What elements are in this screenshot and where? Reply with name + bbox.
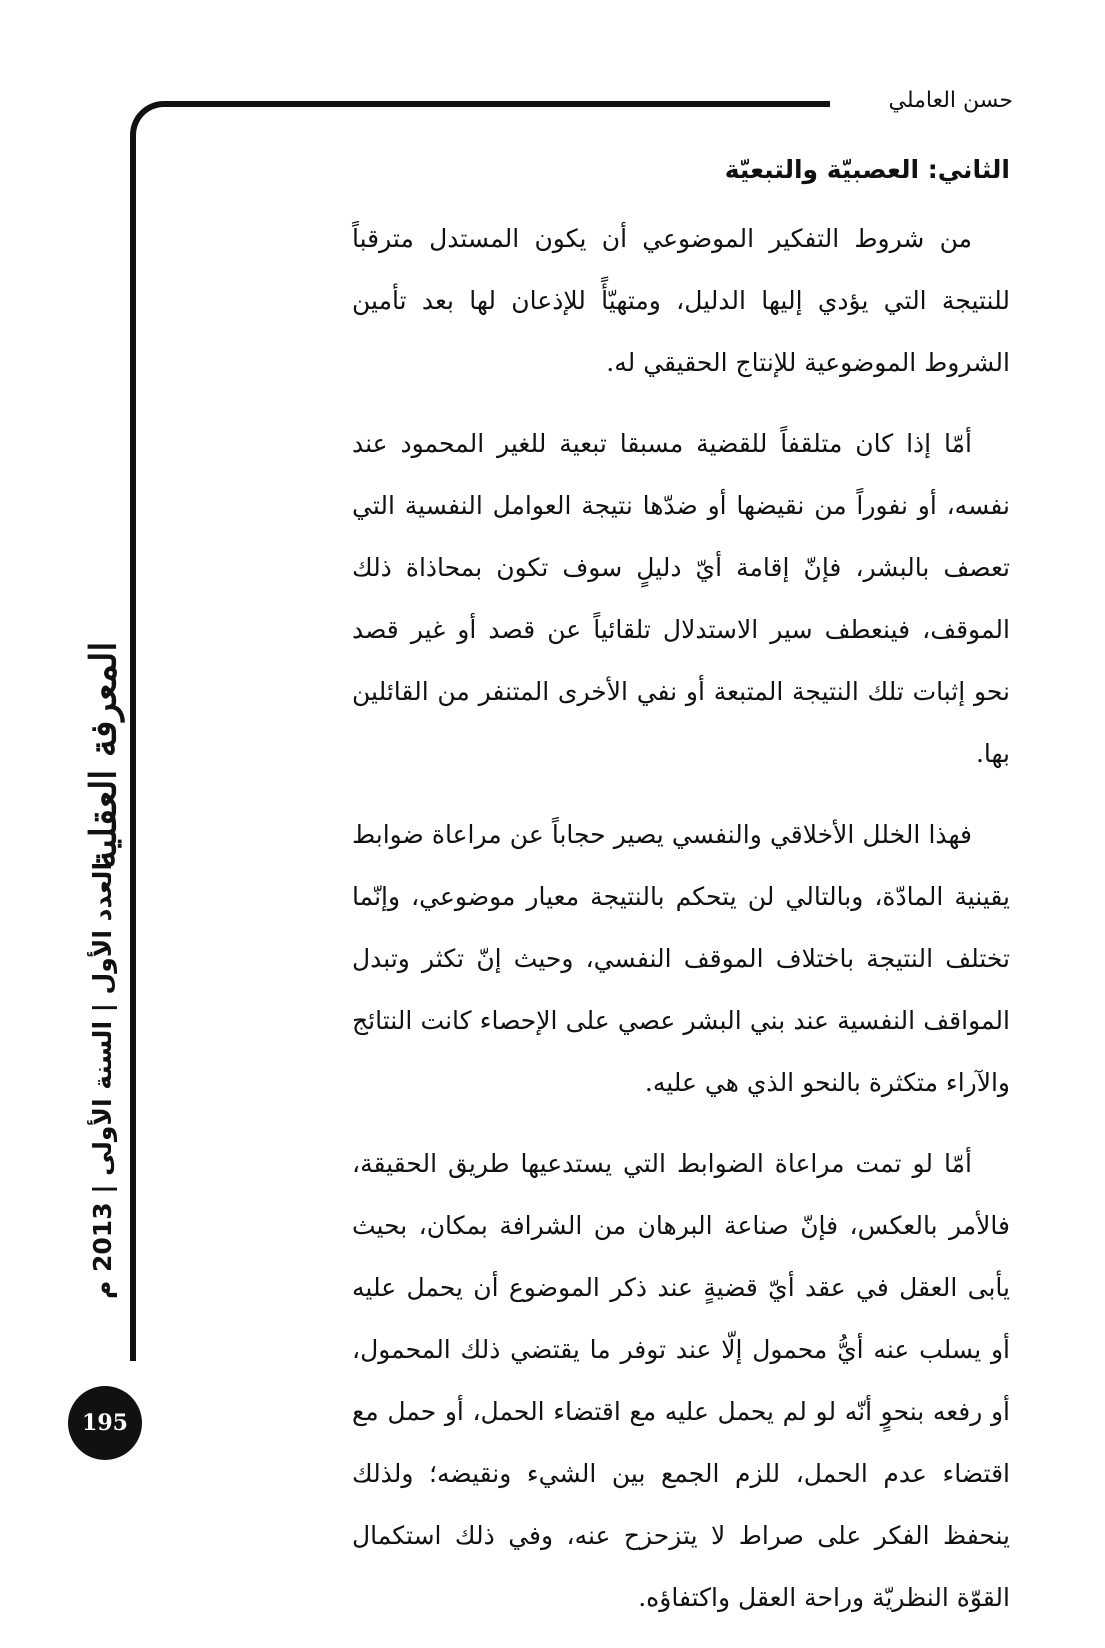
paragraph-2: أمّا إذا كان متلقفاً للقضية مسبقا تبعية للغير المحمود عند نفسه، أو نفوراً من نقيضها أو ضدّها نتيجة العوامل النفسية التي تعصف بالبشر، فإنّ إقامة أيّ دليلٍ سوف تكون بمحاذاة ذلك الموقف، فينعطف سير الاستدلال تلقائياً عن قصد أو غير قصد نحو إثبات تلك النتيجة المتبعة أو نفي الأخرى المتنفر من القائلين بها. (352, 429, 1010, 768)
paragraph-1: من شروط التفكير الموضوعي أن يكون المستدل مترقباً للنتيجة التي يؤدي إليها الدليل، ومتهيّأً للإذعان لها بعد تأمين الشروط الموضوعية للإنتاج الحقيقي له. (352, 224, 1010, 377)
article-body (352, 208, 1010, 1648)
author-name: حسن العاملي (888, 88, 1013, 113)
sidebar (58, 640, 148, 1299)
issue-info (58, 861, 148, 1299)
journal-logo (58, 640, 148, 870)
journal-logo-text: المعرفة العقلية (82, 641, 124, 869)
page-number-badge (68, 1386, 142, 1460)
paragraph-4: أمّا لو تمت مراعاة الضوابط التي يستدعيها طريق الحقيقة، فالأمر بالعكس، فإنّ صناعة البرهان من الشرافة بمكان، بحيث يأبى العقل في عقد أيّ قضيةٍ عند ذكر الموضوع أن يحمل عليه أو يسلب عنه أيُّ محمول إلّا عند توفر ما يقتضي ذلك المحمول، أو رفعه بنحوٍ أنّه لو لم يحمل عليه مع اقتضاء الحمل، أو حمل مع اقتضاء عدم الحمل، للزم الجمع بين الشيء ونقيضه؛ ولذلك ينحفظ الفكر على صراط لا يتزحزح عنه، وفي ذلك استكمال القوّة النظريّة وراحة العقل واكتفاؤه. (352, 1149, 1010, 1612)
page-number: 195 (82, 1410, 128, 1436)
issue-info-text: العدد الأول | السنة الأولى | 2013 م (88, 861, 118, 1299)
section-heading: الثاني: العصبيّة والتبعيّة (724, 155, 1010, 184)
paragraph-3: فهذا الخلل الأخلاقي والنفسي يصير حجاباً عن مراعاة ضوابط يقينية المادّة، وبالتالي لن يتحكم بالنتيجة معيار موضوعي، وإنّما تختلف النتيجة باختلاف الموقف النفسي، وحيث إنّ تكثر وتبدل المواقف النفسية عند بني البشر عصي على الإحصاء كانت النتائج والآراء متكثرة بالنحو الذي هي عليه. (352, 820, 1010, 1097)
